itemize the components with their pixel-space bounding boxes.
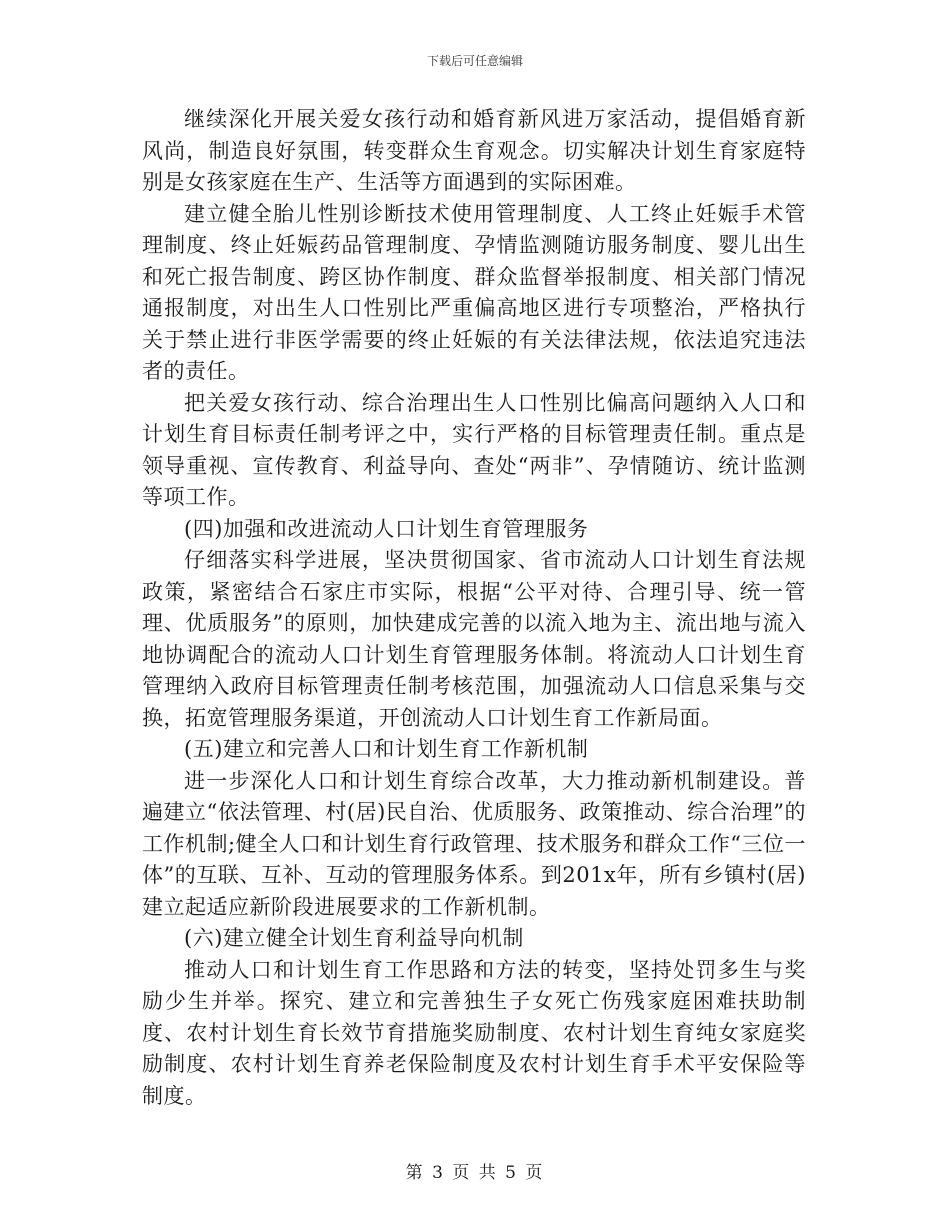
paragraph-3: 把关爱女孩行动、综合治理出生人口性别比偏高问题纳入人口和计划生育目标责任制考评之中，实行严格的目标管理责任制。重点是领导重视、宣传教育、利益导向、查处“两非”、孕情随访、统计监测等项工作。 (142, 390, 806, 509)
page-header-note: 下载后可任意编辑 (426, 54, 523, 68)
paragraph-6: 推动人口和计划生育工作思路和方法的转变，坚持处罚多生与奖励少生并举。探究、建立和完善独生子女死亡伤残家庭困难扶助制度、农村计划生育长效节育措施奖励制度、农村计划生育纯女家庭奖励制度、农村计划生育养老保险制度及农村计划生育手术平安保险等制度。 (142, 957, 806, 1108)
paragraph-1: 继续深化开展关爱女孩行动和婚育新风进万家活动，提倡婚育新风尚，制造良好氛围，转变群众生育观念。切实解决计划生育家庭特别是女孩家庭在生产、生活等方面遇到的实际困难。 (142, 107, 806, 194)
section-heading-5: (五)建立和完善人口和计划生育工作新机制 (184, 737, 589, 761)
section-heading-4: (四)加强和改进流动人口计划生育管理服务 (184, 516, 589, 541)
paragraph-4: 仔细落实科学进展，坚决贯彻国家、省市流动人口计划生育法规政策，紧密结合石家庄市实际，根据“公平对待、合理引导、统一管理、优质服务”的原则，加快建成完善的以流入地为主、流出地与流入地协调配合的流动人口计划生育管理服务体制。将流动人口计划生育管理纳入政府目标管理责任制考核范围，加强流动人口信息采集与交换，拓宽管理服务渠道，开创流动人口计划生育工作新局面。 (142, 548, 806, 730)
page-number-footer: 第 3 页 共 5 页 (405, 1163, 545, 1183)
document-body (142, 104, 806, 1112)
section-heading-6: (六)建立健全计划生育利益导向机制 (184, 926, 524, 950)
paragraph-2: 建立健全胎儿性别诊断技术使用管理制度、人工终止妊娠手术管理制度、终止妊娠药品管理制度、孕情监测随访服务制度、婴儿出生和死亡报告制度、跨区协作制度、群众监督举报制度、相关部门情况通报制度，对出生人口性别比严重偏高地区进行专项整治，严格执行关于禁止进行非医学需要的终止妊娠的有关法律法规，依法追究违法者的责任。 (142, 201, 806, 383)
paragraph-5: 进一步深化人口和计划生育综合改革，大力推动新机制建设。普遍建立“依法管理、村(居)民自治、优质服务、政策推动、综合治理”的工作机制;健全人口和计划生育行政管理、技术服务和群众工作“三位一体”的互联、互补、互动的管理服务体系。到201x年，所有乡镇村(居)建立起适应新阶段进展要求的工作新机制。 (142, 768, 806, 919)
